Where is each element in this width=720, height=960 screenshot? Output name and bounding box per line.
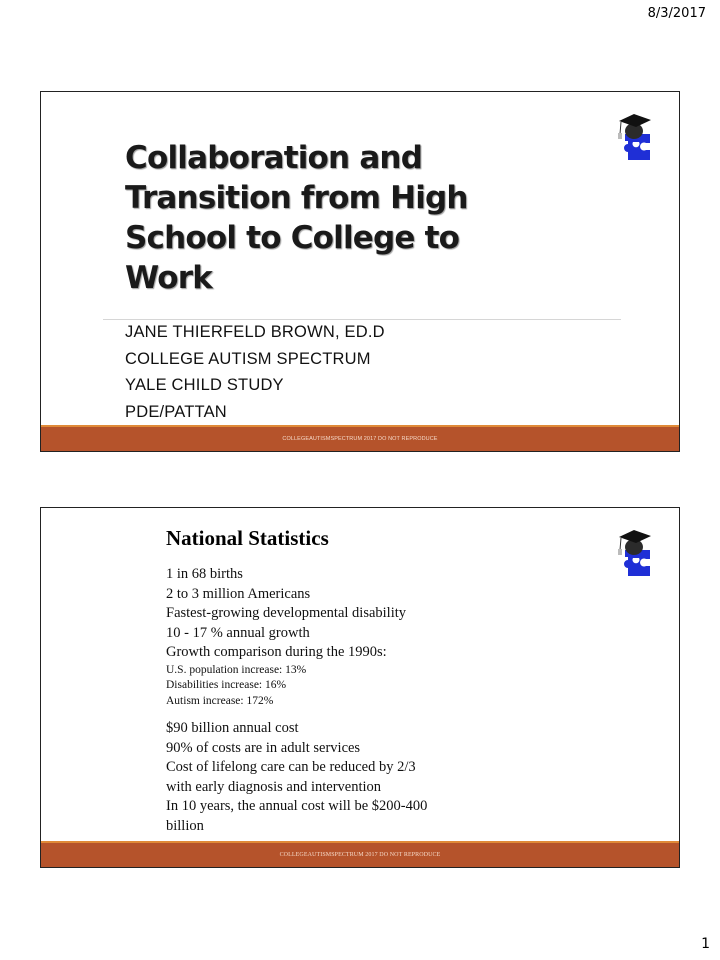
- footer-text: COLLEGEAUTISMSPECTRUM 2017 DO NOT REPRODUCE: [282, 436, 438, 442]
- title-line: Work: [125, 260, 213, 296]
- slide-title: National Statistics: [166, 526, 329, 550]
- stat-line: $90 billion annual cost: [166, 720, 299, 736]
- stat-line: 10 - 17 % annual growth: [166, 624, 310, 641]
- page-number: 1: [701, 936, 710, 952]
- slide-1: [40, 91, 680, 452]
- stat-line: In 10 years, the annual cost will be $200-400: [166, 798, 428, 814]
- slide-title: [125, 138, 468, 298]
- stat-line: 2 to 3 million Americans: [166, 585, 311, 602]
- slide-footer: [41, 841, 679, 867]
- page-date: 8/3/2017: [647, 6, 706, 21]
- stat-line: billion: [166, 817, 204, 834]
- subtitle-line: JANE THIERFELD BROWN, ED.D: [125, 323, 385, 341]
- subtitle-line: COLLEGE AUTISM SPECTRUM: [125, 349, 371, 368]
- graduate-puzzle-icon: [615, 528, 655, 578]
- presenter-info: [125, 319, 385, 425]
- stat-line: Fastest-growing developmental disability: [166, 605, 407, 621]
- footer-text: COLLEGEAUTISMSPECTRUM 2017 DO NOT REPRODUCE: [279, 852, 441, 858]
- subtitle-line: YALE CHILD STUDY: [125, 376, 284, 394]
- slide-2: [40, 507, 680, 868]
- subtitle-line: PDE/PATTAN: [125, 402, 227, 421]
- title-line: Collaboration and: [125, 140, 423, 176]
- stat-line: with early diagnosis and intervention: [166, 778, 382, 795]
- statistics-list: [166, 565, 427, 836]
- stat-subline: Disabilities increase: 16%: [166, 679, 287, 691]
- graduate-puzzle-icon: [615, 112, 655, 162]
- title-line: School to College to: [125, 220, 460, 256]
- stat-line: Growth comparison during the 1990s:: [166, 644, 387, 660]
- slide-footer: [41, 425, 679, 451]
- stat-line: 1 in 68 births: [166, 566, 243, 582]
- stat-subline: Autism increase: 172%: [166, 694, 274, 707]
- stat-subline: U.S. population increase: 13%: [166, 663, 307, 676]
- stat-line: 90% of costs are in adult services: [166, 739, 361, 756]
- stat-line: Cost of lifelong care can be reduced by 2/3: [166, 759, 416, 775]
- title-line: Transition from High: [125, 180, 468, 216]
